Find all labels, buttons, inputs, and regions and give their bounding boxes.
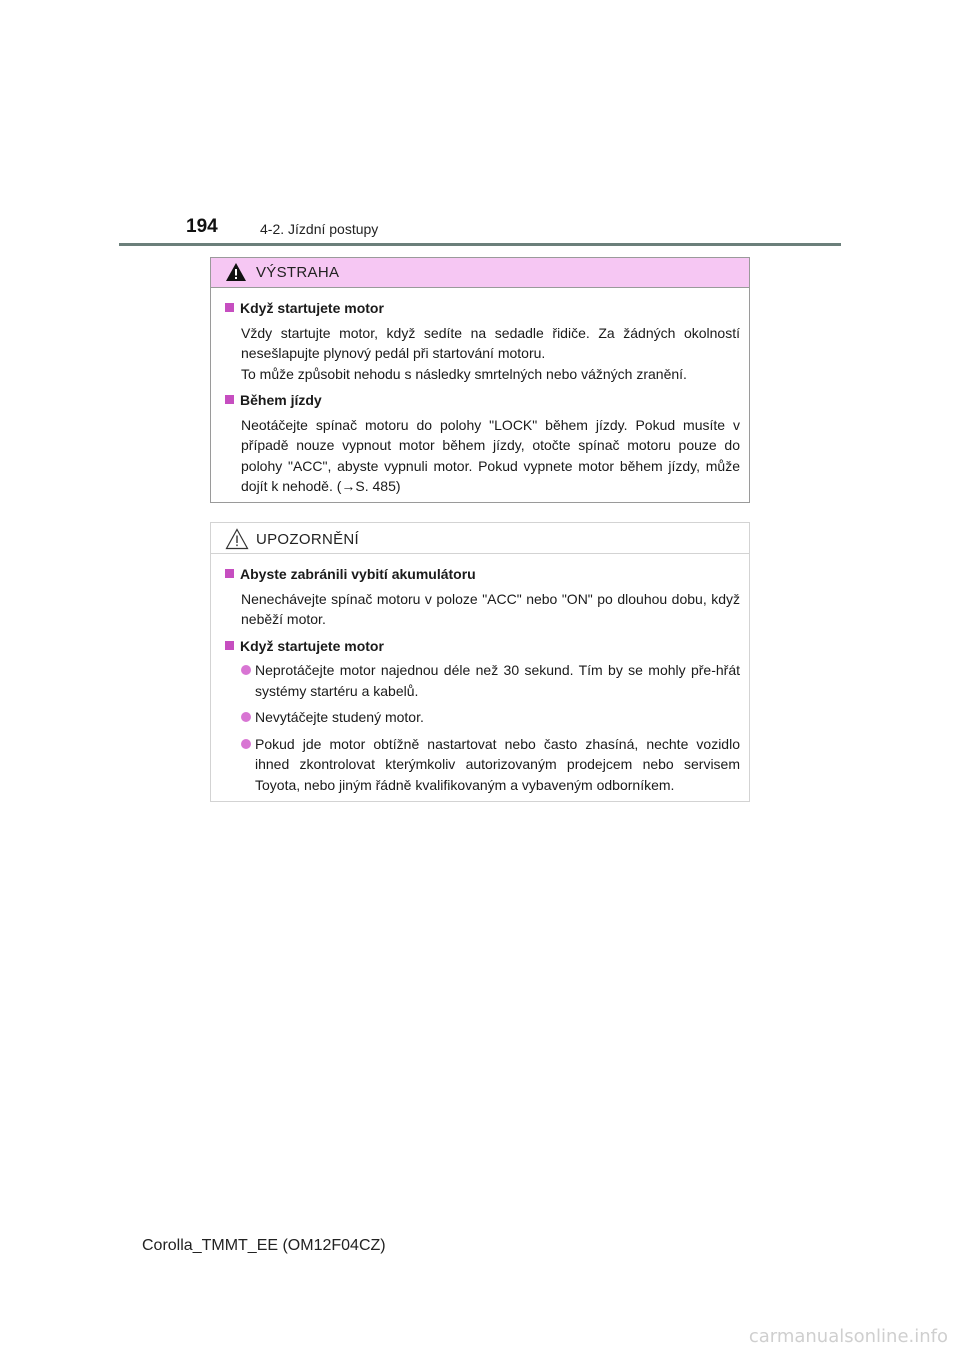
warning-triangle-icon: [225, 262, 247, 282]
warning-item-driving: [225, 390, 740, 497]
circle-bullet-icon: [241, 739, 251, 749]
heading-text: Když startujete motor: [240, 637, 384, 654]
footer-model: Corolla_TMMT_EE (OM12F04CZ): [142, 1237, 386, 1254]
paragraph: Vždy startujte motor, když sedíte na sedadle řidiče. Za žádných okolností nesešlapujte plynový pedál při startování motoru.: [241, 324, 740, 361]
warning-title: VÝSTRAHA: [256, 264, 340, 281]
caution-item-text: Nenechávejte spínač motoru v poloze "ACC" nebo "ON" po dlouhou dobu, když neběží motor.: [241, 590, 740, 627]
square-bullet-icon: [225, 395, 234, 404]
square-bullet-icon: [225, 641, 234, 650]
square-bullet-icon: [225, 569, 234, 578]
page-number: 194: [186, 216, 218, 237]
heading-text: Když startujete motor: [240, 300, 384, 316]
caution-title: UPOZORNĚNÍ: [256, 531, 360, 548]
circle-bullet-icon: [241, 665, 251, 675]
caution-content: [211, 554, 749, 795]
heading-text: Během jízdy: [240, 392, 322, 408]
heading-text: Abyste zabránili vybití akumulátoru: [240, 566, 476, 582]
square-bullet-icon: [225, 303, 234, 312]
paragraph: To může způsobit nehodu s následky smrtelných nebo vážných zranění.: [241, 365, 687, 382]
list-item: [225, 707, 740, 728]
caution-item-heading: [225, 564, 740, 585]
bullet-text: Pokud jde motor obtížně nastartovat nebo často zhasíná, nechte vozidlo ihned zkontrolovat kterýmkoliv autorizovaným prodejcem nebo servisem Toyota, nebo jiným řádně kvalifikovaným a vybaveným odborníkem.: [255, 735, 740, 793]
warning-box: [210, 257, 750, 503]
warning-item-heading: [225, 298, 740, 319]
warning-content: [211, 288, 749, 497]
caution-item-starting: [225, 636, 740, 796]
warning-header: [211, 258, 749, 288]
caution-header: [211, 523, 749, 554]
header-rule: [119, 243, 841, 246]
warning-item-heading: [225, 390, 740, 411]
section-title: 4-2. Jízdní postupy: [260, 221, 379, 237]
warning-item-text: Neotáčejte spínač motoru do polohy "LOCK" během jízdy. Pokud musíte v případě nouze vypnout motor během jízdy, otočte spínač motoru pouze do polohy "ACC", abyste vypnuli motor. Pokud vypnete motor během jízdy, může dojít k nehodě. (→S. 485): [241, 416, 740, 494]
warning-item-starting: [225, 298, 740, 384]
caution-item-battery: [225, 564, 740, 630]
watermark[interactable]: carmanualsonline.info: [748, 1326, 948, 1347]
caution-item-heading: [225, 636, 740, 657]
circle-bullet-icon: [241, 712, 251, 722]
bullet-text: Neprotáčejte motor najednou déle než 30 sekund. Tím by se mohly pře-hřát systémy startéru a kabelů.: [255, 662, 740, 699]
bullet-text: Nevytáčejte studený motor.: [255, 709, 424, 725]
list-item: [225, 660, 740, 701]
warning-item-text: [225, 323, 740, 385]
list-item: [225, 734, 740, 796]
caution-triangle-icon: [225, 528, 249, 550]
caution-box: [210, 522, 750, 802]
